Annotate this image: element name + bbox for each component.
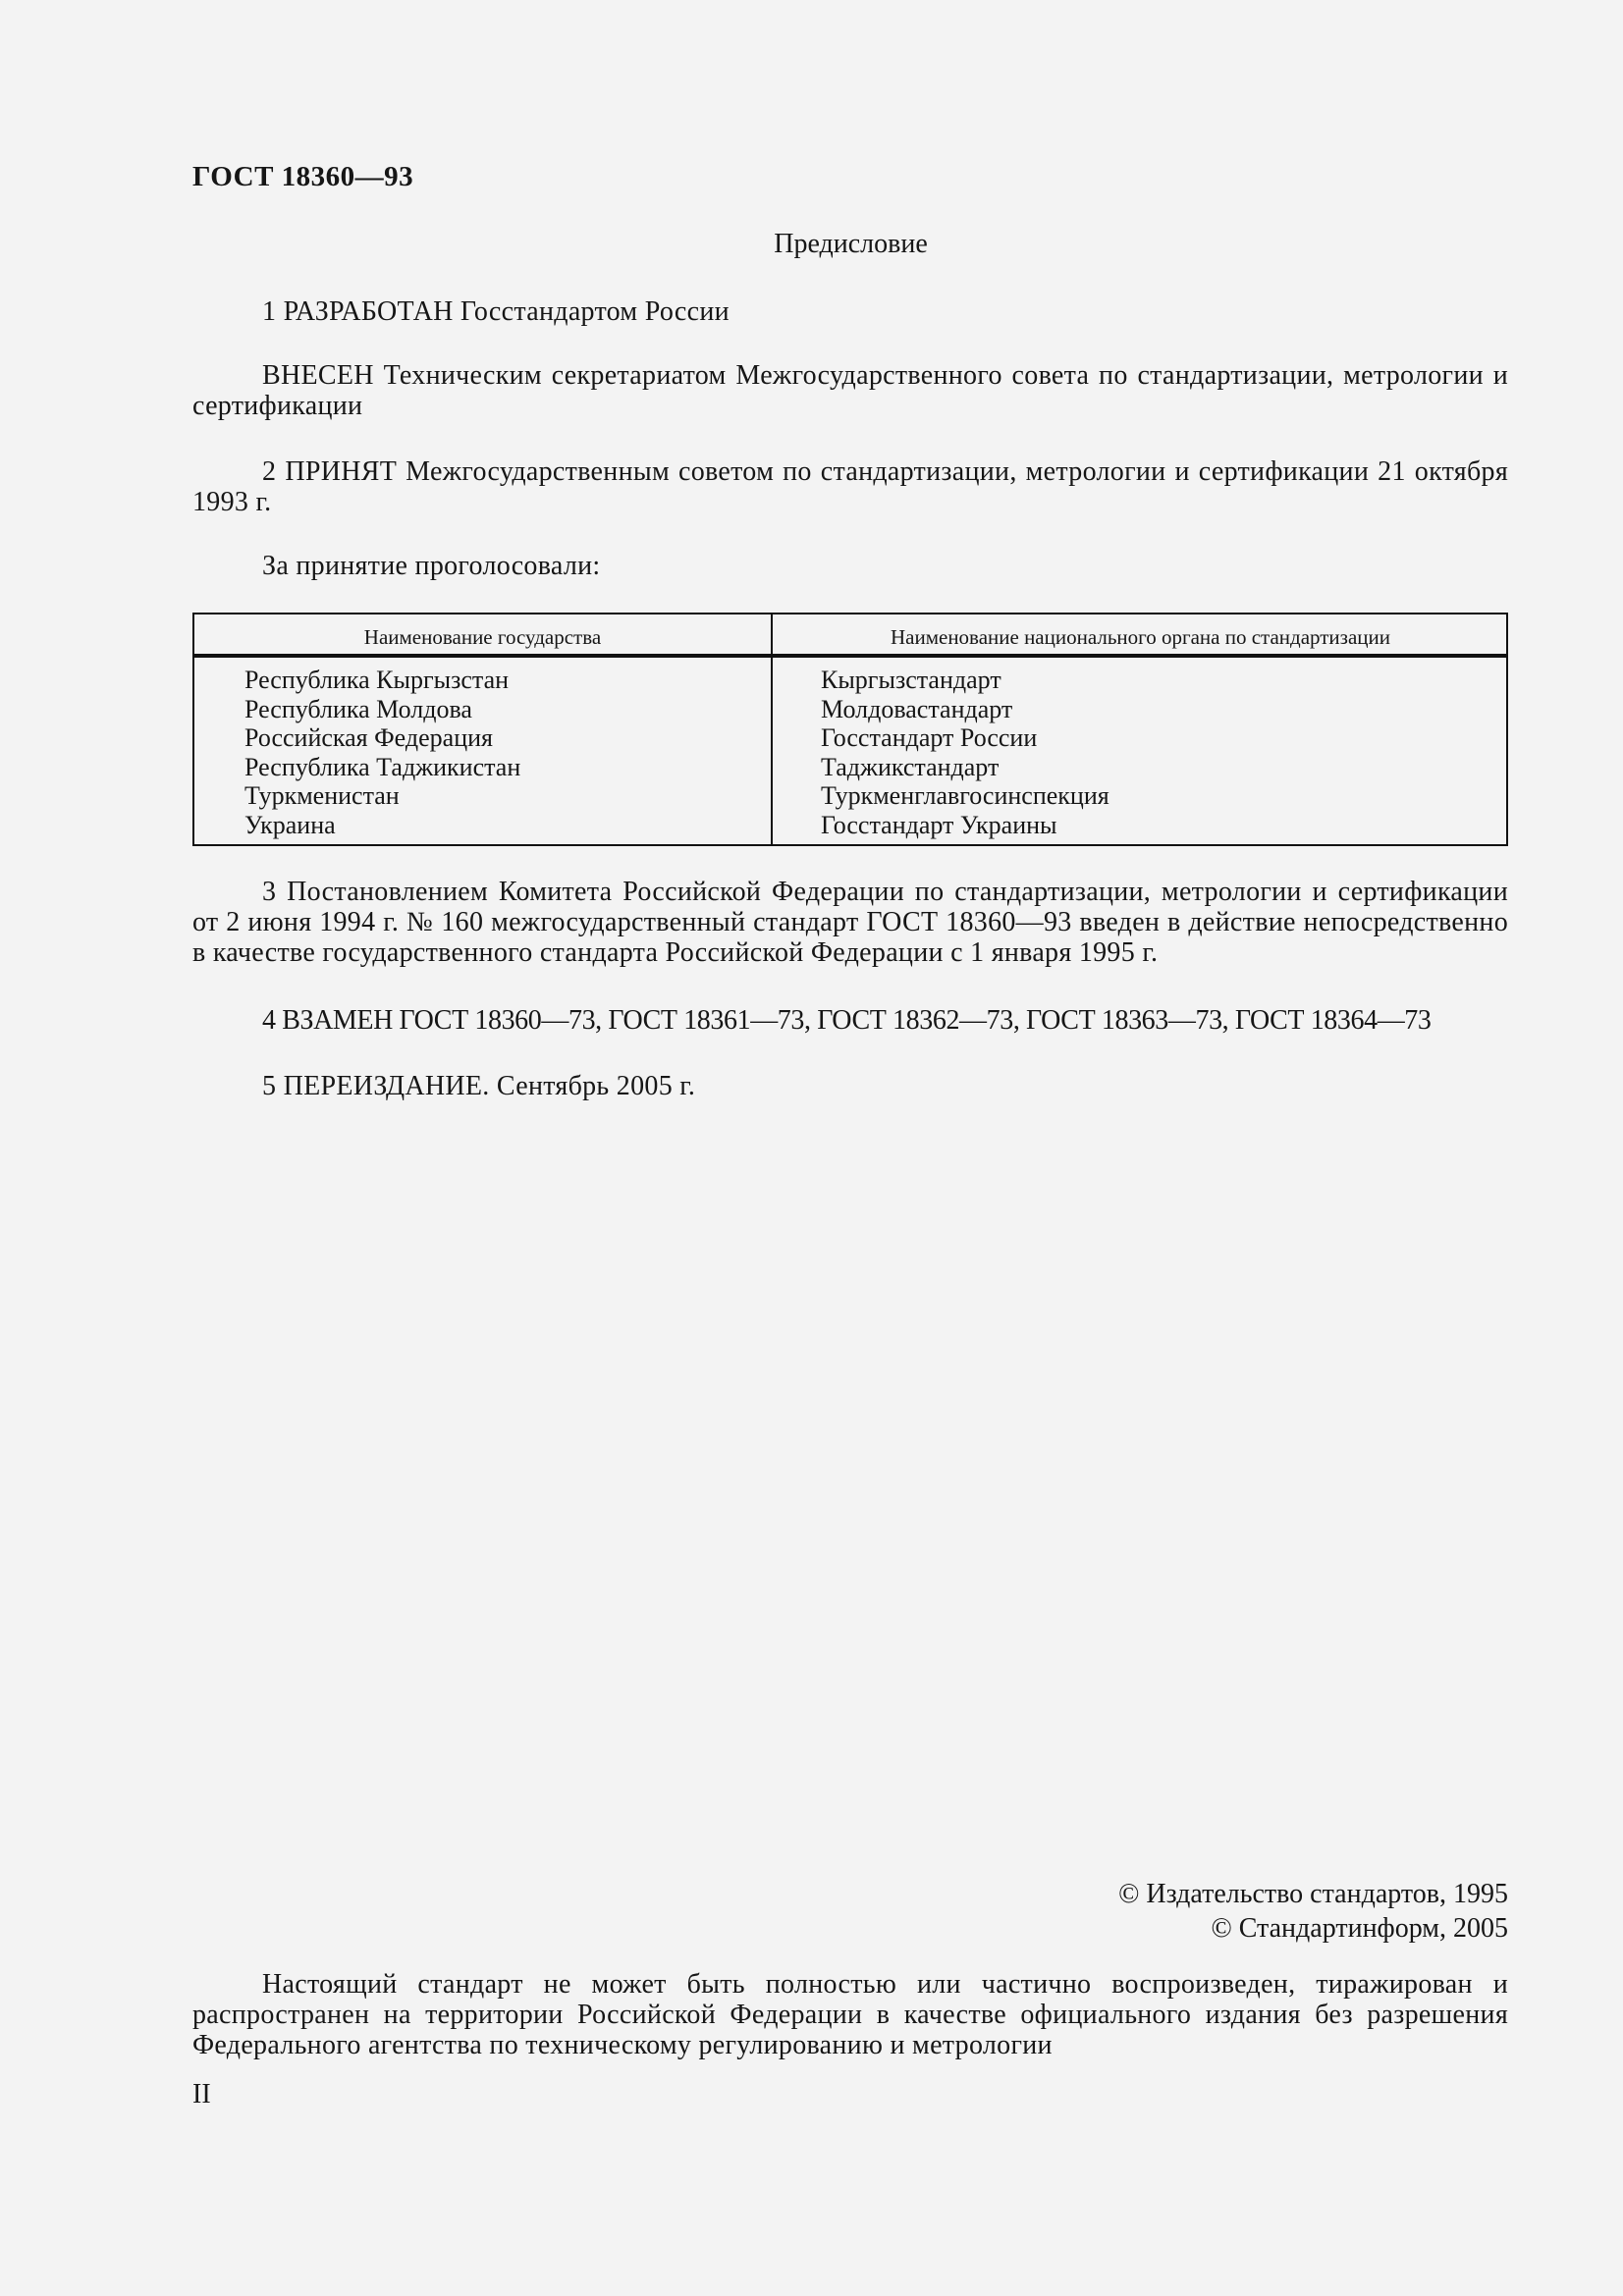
- paragraph-4: 4 ВЗАМЕН ГОСТ 18360—73, ГОСТ 18361—73, ГОСТ 18362—73, ГОСТ 18363—73, ГОСТ 18364—73: [262, 1005, 1432, 1036]
- body-cell: Таджикстандарт: [821, 752, 1000, 781]
- paragraph-3: 3 Постановлением Комитета Российской Федерации по стандартизации, метрологии и сертификации от 2 июня 1994 г. № 160 межгосударственный стандарт ГОСТ 18360—93 введен в действие непосредственно в качестве государственного стандарта Российской Федерации с 1 января 1995 г.: [192, 877, 1508, 968]
- body-cell: Молдовастандарт: [821, 694, 1013, 723]
- body-cell: Госстандарт Украины: [821, 810, 1057, 839]
- page-number: II: [192, 2079, 211, 2109]
- voted-label: За принятие проголосовали:: [262, 551, 601, 581]
- state-column: [244, 666, 520, 839]
- state-cell: Украина: [244, 810, 336, 839]
- table-header-state: Наименование государства: [363, 625, 602, 649]
- paragraph-1: 1 РАЗРАБОТАН Госстандартом России: [262, 296, 730, 327]
- notice-paragraph: Настоящий стандарт не может быть полностью или частично воспроизведен, тиражирован и распространен на территории Российской Федерации в качестве официального издания без разрешения Федерального агентства по техническому регулированию и метрологии: [192, 1969, 1508, 2060]
- state-cell: Российская Федерация: [244, 723, 493, 752]
- body-cell: Туркменглавгосинспекция: [821, 781, 1109, 810]
- state-cell: Республика Таджикистан: [244, 752, 521, 781]
- copyright-1: © Издательство стандартов, 1995: [1118, 1879, 1508, 1909]
- paragraph-2: 2 ПРИНЯТ Межгосударственным советом по стандартизации, метрологии и сертификации 21 октября 1993 г.: [192, 456, 1508, 517]
- body-column: [821, 666, 1109, 839]
- state-cell: Туркменистан: [244, 781, 400, 810]
- document-header: ГОСТ 18360—93: [192, 161, 414, 192]
- state-cell: Республика Молдова: [244, 694, 472, 723]
- voting-table: [192, 613, 1508, 846]
- state-cell: Республика Кыргызстан: [244, 666, 510, 694]
- preface-title: Предисловие: [774, 229, 928, 259]
- table-header-body: Наименование национального органа по стандартизации: [890, 625, 1390, 649]
- body-cell: Кыргызстандарт: [821, 666, 1001, 694]
- copyright-2: © Стандартинформ, 2005: [1211, 1913, 1508, 1944]
- body-cell: Госстандарт России: [821, 723, 1038, 752]
- paragraph-5: 5 ПЕРЕИЗДАНИЕ. Сентябрь 2005 г.: [262, 1071, 696, 1101]
- paragraph-1b: ВНЕСЕН Техническим секретариатом Межгосударственного совета по стандартизации, метрологии и сертификации: [192, 360, 1508, 421]
